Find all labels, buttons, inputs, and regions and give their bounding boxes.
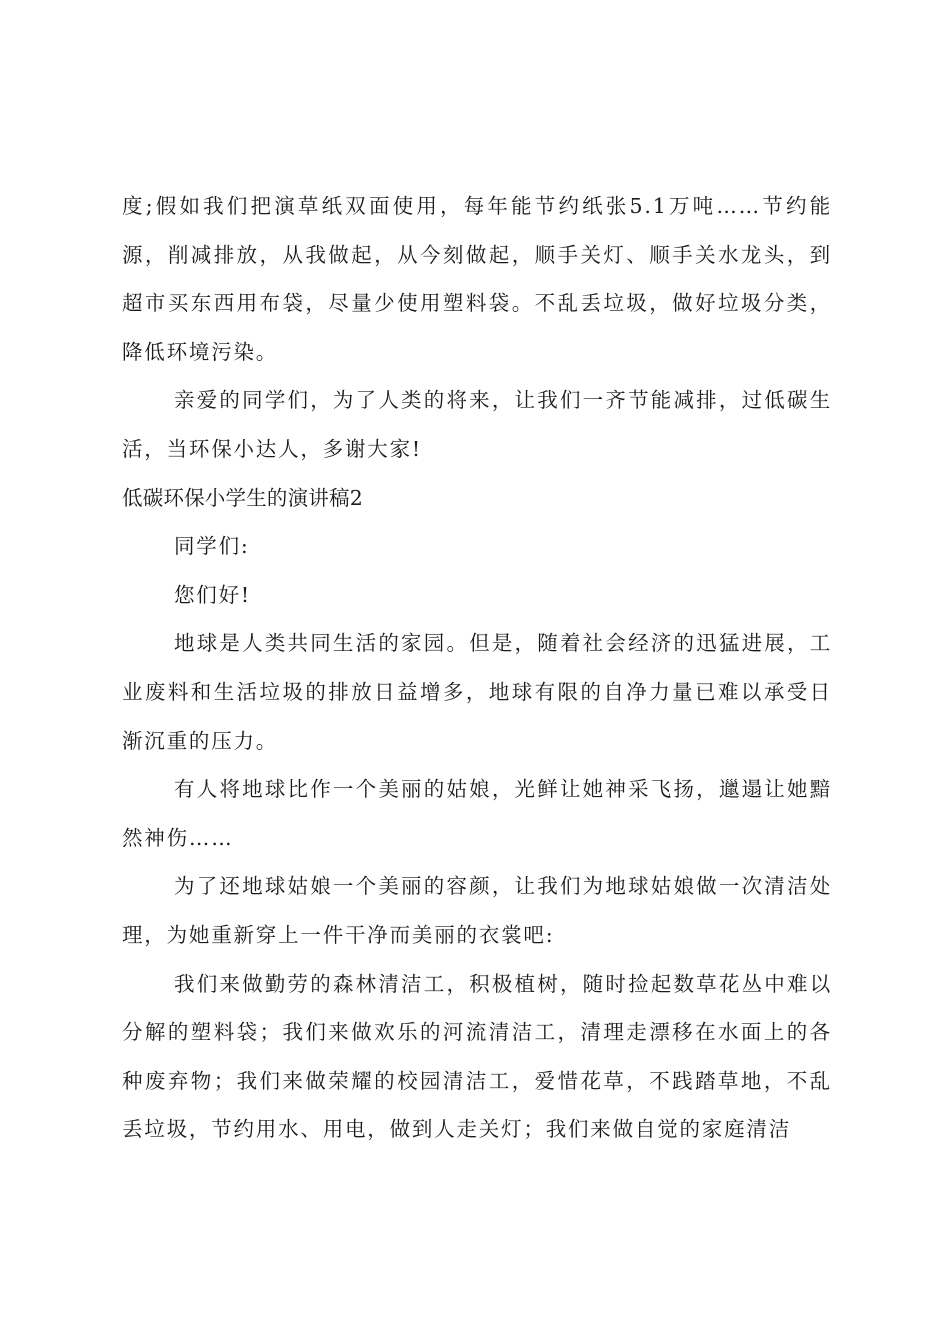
- document-body: [122, 182, 832, 1154]
- paragraph-salutation: 同学们:: [174, 534, 250, 559]
- paragraph-clean-earth: 为了还地球姑娘一个美丽的容颜，让我们为地球姑娘做一次清洁处理，为她重新穿上一件干净而美丽的衣裳吧:: [122, 874, 832, 947]
- paragraph-earth-girl: 有人将地球比作一个美丽的姑娘，光鲜让她神采飞扬，邋遢让她黯然神伤……: [122, 777, 832, 850]
- paragraph-energy-saving: 度;假如我们把演草纸双面使用，每年能节约纸张5.1万吨……节约能源，削减排放，从我做起，从今刻做起，顺手关灯、顺手关水龙头，到超市买东西用布袋，尽量少使用塑料袋。不乱丢垃圾，做好垃圾分类，降低环境污染。: [122, 194, 832, 364]
- speech-title: 低碳环保小学生的演讲稿2: [122, 485, 363, 510]
- paragraph-cleaners: 我们来做勤劳的森林清洁工，积极植树，随时捡起数草花丛中难以分解的塑料袋；我们来做欢乐的河流清洁工，清理走漂移在水面上的各种废弃物；我们来做荣耀的校园清洁工，爱惜花草，不践踏草地，不乱丢垃圾，节约用水、用电，做到人走关灯；我们来做自觉的家庭清洁: [122, 971, 832, 1142]
- paragraph-greeting: 您们好!: [174, 582, 251, 607]
- paragraph-earth-home: 地球是人类共同生活的家园。但是，随着社会经济的迅猛进展，工业废料和生活垃圾的排放日益增多，地球有限的自净力量已难以承受日渐沉重的压力。: [122, 631, 832, 753]
- paragraph-closing-appeal: 亲爱的同学们，为了人类的将来，让我们一齐节能减排，过低碳生活，当环保小达人，多谢大家!: [122, 388, 832, 461]
